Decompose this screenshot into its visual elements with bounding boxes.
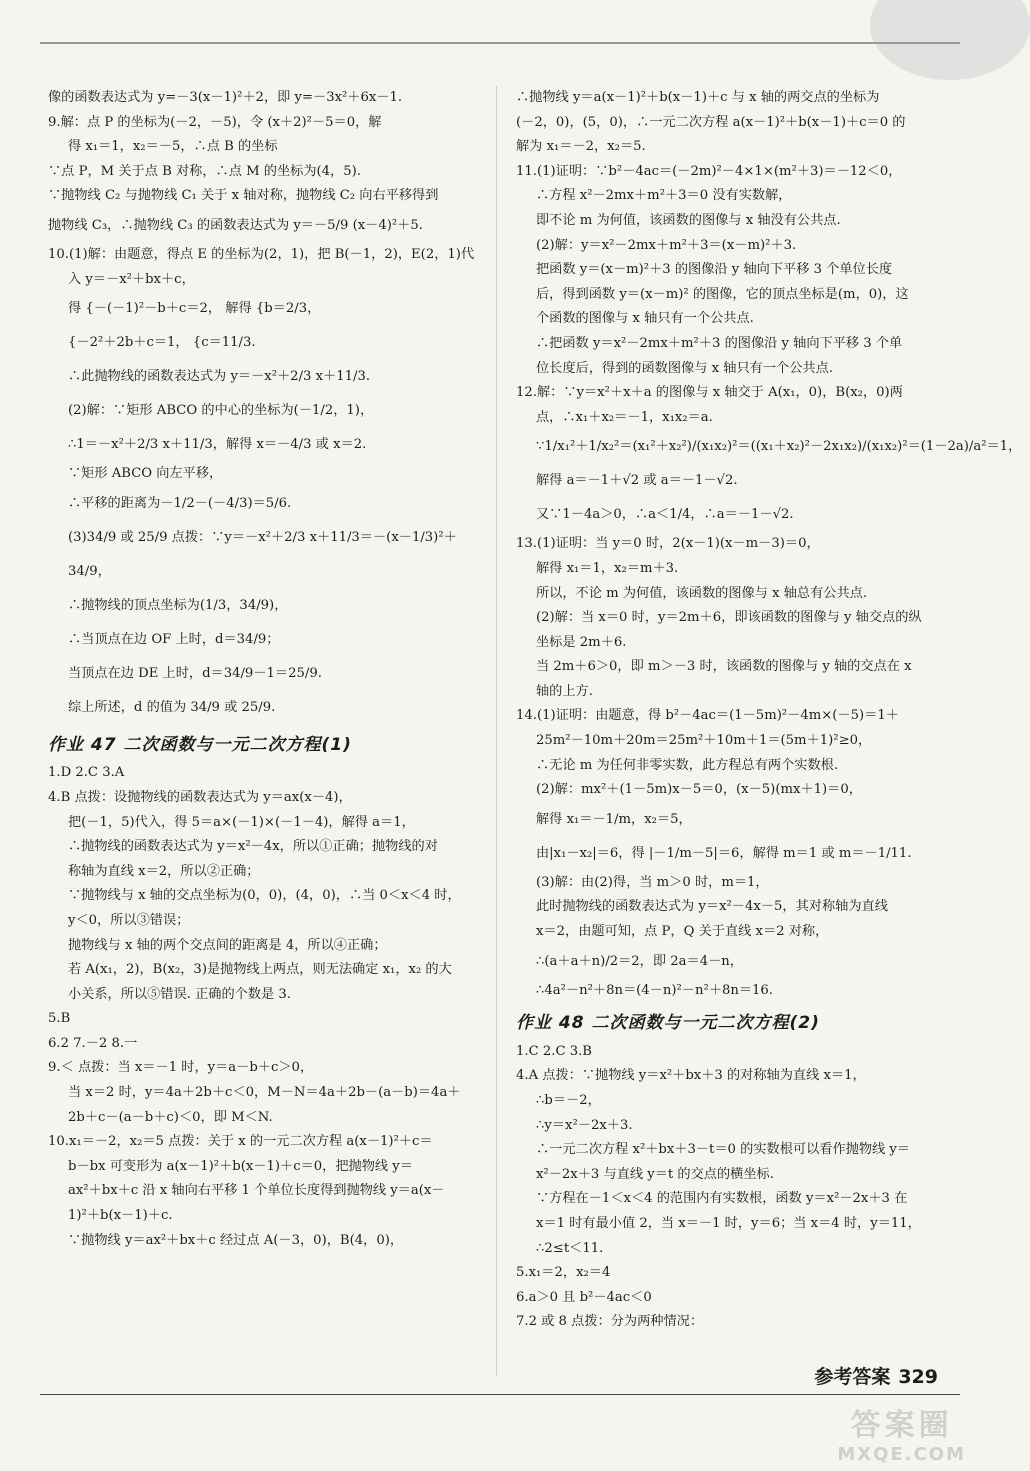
answer-line: 抛物线 C₃，∴抛物线 C₃ 的函数表达式为 y＝－5/9 (x－4)²＋5. (48, 217, 423, 233)
answer-line: 轴的上方. (536, 683, 593, 699)
answer-line: 由|x₁－x₂|＝6，得 |－1/m－5|＝6，解得 m＝1 或 m＝－1/11. (536, 845, 912, 861)
answer-line: ∵抛物线 C₂ 与抛物线 C₁ 关于 x 轴对称，抛物线 C₂ 向右平移得到 (48, 188, 439, 204)
answer-line: (3)34/9 或 25/9 点拨：∵y＝－x²＋2/3 x＋11/3＝－(x－1/3)²＋ (68, 529, 457, 545)
corner-decoration (870, 0, 1030, 80)
answer-line: 1.C 2.C 3.B (516, 1043, 593, 1059)
answer-line: ∴y＝x²－2x＋3. (536, 1117, 633, 1133)
answer-line: 坐标是 2m＋6. (536, 634, 627, 650)
answer-line: 得 {－(－1)²－b＋c＝2， 解得 {b＝2/3， (68, 301, 321, 317)
answer-line: 称轴为直线 x＝2，所以②正确； (68, 863, 260, 879)
answer-line: 25m²－10m＋20m＝25m²＋10m＋1＝(5m＋1)²≥0， (536, 733, 872, 749)
answer-line: x＝1 时有最小值 2，当 x＝－1 时，y＝6；当 x＝4 时，y＝11， (536, 1215, 921, 1231)
answer-line: 9.解：点 P 的坐标为(－2，－5)，令 (x＋2)²－5＝0，解 (48, 114, 382, 130)
answer-line: ∵点 P，M 关于点 B 对称，∴点 M 的坐标为(4，5). (48, 163, 361, 179)
answer-line: (2)解：当 x＝0 时，y＝2m＋6，即该函数的图像与 y 轴交点的纵 (536, 610, 922, 626)
answer-line: (3)解：由(2)得，当 m＞0 时，m＝1， (536, 874, 769, 890)
answer-line: ∴4a²－n²＋8n＝(4－n)²－n²＋8n＝16. (536, 982, 774, 998)
answer-line: y＜0，所以③错误； (68, 912, 190, 928)
answer-line: ∵矩形 ABCO 向左平移， (68, 466, 223, 482)
answer-line: 6.2 7.－2 8.一 (48, 1035, 138, 1051)
answer-line: {－2²＋2b＋c＝1， {c＝11/3. (68, 335, 256, 351)
answer-line: (－2，0)，(5，0)，∴一元二次方程 a(x－1)²＋b(x－1)＋c＝0 的 (516, 114, 906, 130)
top-rule (40, 42, 960, 44)
answer-line: ∴2≤t＜11. (536, 1240, 604, 1256)
answer-line: ∴无论 m 为任何非零实数，此方程总有两个实数根. (536, 757, 839, 773)
answer-line: 4.A 点拨：∵抛物线 y＝x²＋bx＋3 的对称轴为直线 x＝1， (516, 1068, 866, 1084)
answer-line: ∴(a＋a＋n)/2＝2，即 2a＝4－n， (536, 953, 743, 969)
answer-line: 解得 x₁＝1，x₂＝m＋3. (536, 560, 679, 576)
watermark-title: 答案圈 (850, 1408, 953, 1443)
answer-line: ∴平移的距离为－1/2－(－4/3)＝5/6. (68, 495, 292, 511)
answer-line: ∴抛物线 y＝a(x－1)²＋b(x－1)＋c 与 x 轴的两交点的坐标为 (516, 90, 880, 105)
answer-line: 把(－1，5)代入，得 5＝a×(－1)×(－1－4)，解得 a＝1， (68, 814, 415, 830)
answer-line: ∵方程在－1＜x＜4 的范围内有实数根，函数 y＝x²－2x＋3 在 (536, 1191, 908, 1207)
answer-line: 像的函数表达式为 y=－3(x－1)²＋2，即 y=－3x²＋6x－1. (48, 90, 403, 105)
answer-line: 当顶点在边 DE 上时，d＝34/9－1＝25/9. (68, 665, 322, 681)
answer-line: ∵抛物线 y＝ax²＋bx＋c 经过点 A(－3，0)，B(4，0)， (68, 1232, 404, 1248)
answer-line: (2)解：y＝x²－2mx＋m²＋3＝(x－m)²＋3. (536, 237, 797, 253)
answer-line: 即不论 m 为何值，该函数的图像与 x 轴没有公共点. (536, 212, 841, 228)
answer-line: 13.(1)证明：当 y＝0 时，2(x－1)(x－m－3)＝0， (516, 536, 820, 552)
answer-line: 个函数的图像与 x 轴只有一个公共点. (536, 311, 754, 327)
answer-line: 解为 x₁＝－2，x₂＝5. (516, 139, 646, 155)
answer-line: ∴方程 x²－2mx＋m²＋3＝0 没有实数解， (536, 188, 792, 204)
answer-line: 11.(1)证明：∵b²－4ac＝(－2m)²－4×1×(m²＋3)＝－12＜0， (516, 163, 902, 179)
answer-line: 5.x₁＝2，x₂＝4 (516, 1265, 611, 1281)
section-heading: 作业 48 二次函数与一元二次方程(2) (516, 1013, 820, 1034)
answer-line: ∴抛物线的顶点坐标为(1/3，34/9)， (68, 597, 288, 613)
answer-line: 又∵1－4a＞0，∴a＜1/4，∴a＝－1－√2. (536, 507, 794, 523)
answer-line: ∴此抛物线的函数表达式为 y＝－x²＋2/3 x＋11/3. (68, 369, 371, 385)
answer-line: x²－2x＋3 与直线 y＝t 的交点的横坐标. (536, 1166, 774, 1182)
answer-line: 综上所述，d 的值为 34/9 或 25/9. (68, 699, 276, 715)
answer-line: 所以，不论 m 为何值，该函数的图像与 x 轴总有公共点. (536, 585, 868, 601)
answer-line: 此时抛物线的函数表达式为 y＝x²－4x－5，其对称轴为直线 (536, 899, 888, 915)
answer-line: 14.(1)证明：由题意，得 b²－4ac＝(1－5m)²－4m×(－5)＝1＋ (516, 708, 899, 724)
answer-line: 7.2 或 8 点拨：分为两种情况： (516, 1314, 704, 1330)
page-number: 329 (898, 1366, 938, 1388)
answer-line: 抛物线与 x 轴的两个交点间的距离是 4，所以④正确； (68, 937, 387, 953)
answer-line: ∴b＝－2， (536, 1093, 601, 1108)
answer-line: 入 y＝－x²＋bx＋c， (68, 271, 195, 287)
answer-line: ∴当顶点在边 OF 上时，d＝34/9； (68, 631, 280, 647)
answer-line: ∵抛物线与 x 轴的交点坐标为(0，0)，(4，0)，∴当 0＜x＜4 时， (68, 888, 461, 904)
answer-line: 若 A(x₁，2)，B(x₂，3)是抛物线上两点，则无法确定 x₁，x₂ 的大 (68, 962, 452, 978)
answer-line: 10.(1)解：由题意，得点 E 的坐标为(2，1)，把 B(－1，2)，E(2，1)代 (48, 246, 475, 262)
answer-line: 位长度后，得到的函数图像与 x 轴只有一个公共点. (536, 360, 833, 376)
left-column (48, 86, 483, 1253)
answer-line: ax²＋bx＋c 沿 x 轴向右平移 1 个单位长度得到抛物线 y＝a(x－ (68, 1183, 445, 1199)
answer-line: 小关系，所以⑤错误. 正确的个数是 3. (68, 986, 291, 1002)
answer-line: 2b＋c－(a－b＋c)＜0，即 M＜N. (68, 1109, 273, 1125)
answer-line: 10.x₁＝－2，x₂＝5 点拨：关于 x 的一元二次方程 a(x－1)²＋c＝ (48, 1134, 433, 1150)
watermark-url: MXQE.COM (837, 1444, 966, 1465)
answer-line: 当 x＝2 时，y＝4a＋2b＋c＜0，M－N＝4a＋2b－(a－b)＝4a＋ (68, 1085, 461, 1101)
answer-line: ∵1/x₁²＋1/x₂²＝(x₁²＋x₂²)/(x₁x₂)²＝((x₁＋x₂)²－2x₁x₂)/(x₁x₂)²＝(1－2a)/a²＝1， (536, 439, 1022, 455)
answer-line: 解得 a＝－1＋√2 或 a＝－1－√2. (536, 473, 738, 489)
answer-line: 1.D 2.C 3.A (48, 765, 125, 781)
answer-line: ∴把函数 y＝x²－2mx＋m²＋3 的图像沿 y 轴向下平移 3 个单 (536, 335, 903, 351)
answer-line: (2)解：mx²＋(1－5m)x－5＝0，(x－5)(mx＋1)＝0， (536, 782, 862, 798)
answer-line: 后，得到函数 y＝(x－m)² 的图像，它的顶点坐标是(m，0)，这 (536, 286, 909, 302)
answer-line: 5.B (48, 1011, 71, 1027)
answer-line: 把函数 y＝(x－m)²＋3 的图像沿 y 轴向下平移 3 个单位长度 (536, 262, 893, 278)
answer-line: 9.＜ 点拨：当 x＝－1 时，y＝a－b＋c＞0， (48, 1060, 314, 1076)
answer-line: 4.B 点拨：设抛物线的函数表达式为 y＝ax(x－4)， (48, 789, 352, 805)
answer-line: ∴抛物线的函数表达式为 y＝x²－4x，所以①正确；抛物线的对 (68, 839, 438, 855)
answer-line: 解得 x₁＝－1/m，x₂＝5， (536, 811, 692, 827)
right-column (516, 86, 1022, 1335)
answer-line: ∴1＝－x²＋2/3 x＋11/3，解得 x＝－4/3 或 x＝2. (68, 437, 367, 453)
answer-line: b－bx 可变形为 a(x－1)²＋b(x－1)＋c＝0，把抛物线 y＝ (68, 1158, 413, 1174)
answer-line: x＝2，由题可知，点 P，Q 关于直线 x＝2 对称， (536, 924, 829, 940)
column-divider (496, 86, 497, 1376)
answer-line: (2)解：∵矩形 ABCO 的中心的坐标为(－1/2，1)， (68, 403, 374, 419)
answer-line: 6.a＞0 且 b²－4ac＜0 (516, 1289, 652, 1305)
footer-rule (40, 1394, 960, 1395)
answer-line: ∴一元二次方程 x²＋bx＋3－t＝0 的实数根可以看作抛物线 y＝ (536, 1142, 911, 1158)
answer-line: 1)²＋b(x－1)＋c. (68, 1208, 173, 1224)
footer-label: 参考答案 (814, 1366, 891, 1388)
answer-line: 12.解：∵y＝x²＋x＋a 的图像与 x 轴交于 A(x₁，0)，B(x₂，0)两 (516, 385, 903, 401)
section-heading: 作业 47 二次函数与一元二次方程(1) (48, 734, 352, 755)
watermark-logo (837, 1400, 966, 1465)
answer-line: 点，∴x₁＋x₂＝－1，x₁x₂＝a. (536, 409, 713, 425)
answer-line: 34/9， (68, 563, 111, 579)
answer-line: 当 2m＋6＞0，即 m＞－3 时，该函数的图像与 y 轴的交点在 x (536, 659, 912, 675)
answer-line: 得 x₁＝1，x₂＝－5，∴点 B 的坐标 (68, 139, 278, 155)
page-footer (814, 1362, 938, 1389)
